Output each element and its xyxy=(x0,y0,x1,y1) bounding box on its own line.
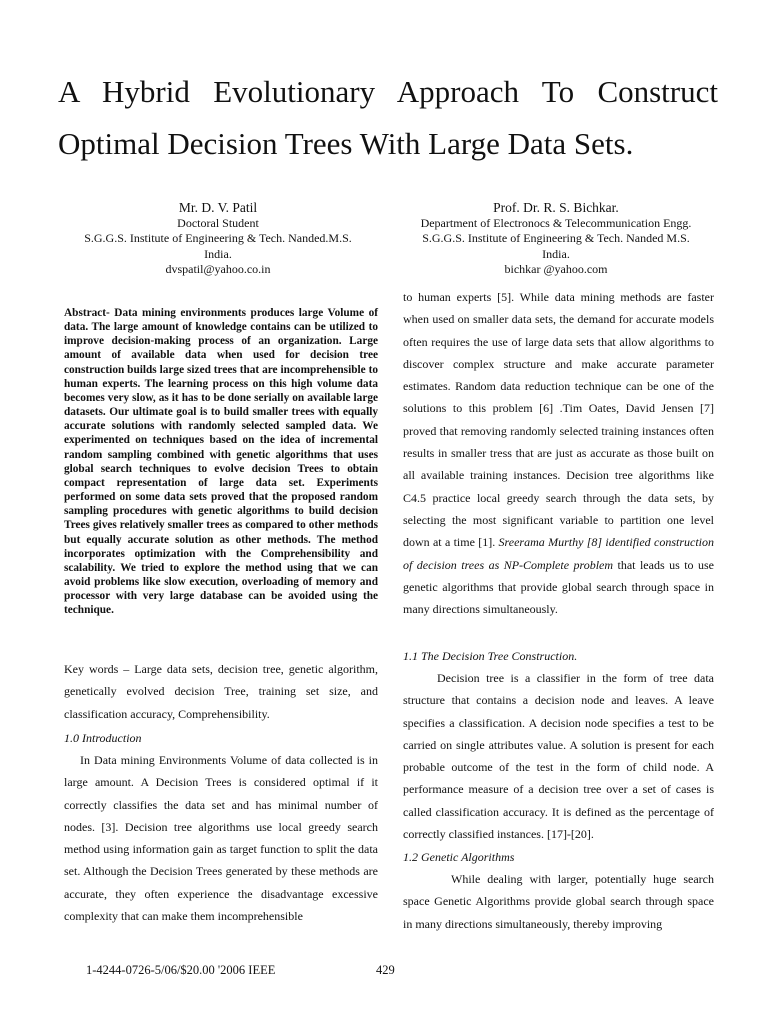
decision-tree-paragraph: Decision tree is a classifier in the form of tree data structure that contains a decision node and leaves. A leave specifies a classification. A decision node specifies a test to be carried on single attributes value. A solution is present for each probable outcome of the test in the form of child node. A performance measure of a decision tree over a set of cases is called classification accuracy. It is defined as the percentage of correctly classified instances. [17]-[20]. xyxy=(403,671,714,842)
section-heading-genetic-algorithms: 1.2 Genetic Algorithms xyxy=(403,850,515,864)
author-block-1 xyxy=(60,200,376,278)
right-paragraph-1 xyxy=(403,286,714,620)
paper-title xyxy=(58,66,718,170)
paragraph-text: to human experts [5]. While data mining methods are faster when used on smaller data sets, the demand for accurate models often requires the use of large data sets that allow algorithms to discover complex structure and make accurate parameter estimates. Random data reduction technique can be one of the solutions to this problem [6] .Tim Oates, David Jensen [7] proved that removing randomly selected training instances often results in smaller tress that are just as accurate as those built on all available training instances. Decision tree algorithms like C4.5 practice local greedy search through the data sets, by selecting the most significant variable to partition one level down at a time [1]. xyxy=(403,290,714,550)
paragraph-text: that leads us to use genetic algorithms that provide global search through space in many directions simultaneously. xyxy=(403,557,714,617)
author-affiliation: S.G.G.S. Institute of Engineering & Tech. Nanded M.S. xyxy=(422,231,690,245)
author-name: Mr. D. V. Patil xyxy=(178,200,258,215)
author-email: dvspatil@yahoo.co.in xyxy=(165,262,271,276)
author-role: Department of Electronocs & Telecommunication Engg. xyxy=(420,215,692,230)
author-country: India. xyxy=(542,246,570,261)
author-affiliation: S.G.G.S. Institute of Engineering & Tech. Nanded.M.S. xyxy=(84,231,352,245)
author-block-2 xyxy=(396,200,716,278)
author-country: India. xyxy=(204,246,232,261)
keywords: Key words – Large data sets, decision tree, genetic algorithm, genetically evolved decision Tree, training set size, and classification accuracy, Comprehensibility. xyxy=(64,662,378,721)
author-email: bichkar @yahoo.com xyxy=(504,262,608,276)
copyright-notice: 1-4244-0726-5/06/$20.00 '2006 IEEE xyxy=(86,963,276,977)
abstract: Abstract- Data mining environments produces large Volume of data. The large amount of knowledge contains can be utilized to improve decision-making process of an organization. Large amount of available data when used for decision tree construction builds large sized trees that are incomprehensible to human experts. The learning process on this high volume data becomes very slow, as it has to be done serially on available large datasets. Our ultimate goal is to build smaller trees with equally accurate solutions with randomly selected sampled data. We experimented on techniques based on the idea of incremental random sampling combined with genetic algorithms that uses global search techniques to evolve decision Trees to obtain compact representation of large data set. Experiments performed on some data sets proved that the proposed random sampling procedures with genetic algorithms to build decision Trees gives relatively smaller trees as compared to other methods but equally accurate solution as other methods. The method incorporates optimization with the Comprehensibility and scalability. We tried to explore the method using that we can avoid problems like slow execution, overloading of memory and processor with very large database can be avoided using the technique. xyxy=(64,307,378,617)
section-heading-introduction: 1.0 Introduction xyxy=(64,731,142,745)
genetic-algorithms-paragraph: While dealing with larger, potentially huge search space Genetic Algorithms provide global search through space in many directions simultaneously, thereby improving xyxy=(403,872,714,931)
section-heading-decision-tree: 1.1 The Decision Tree Construction. xyxy=(403,649,578,663)
page-number: 429 xyxy=(376,963,395,977)
title-line-1: A Hybrid Evolutionary Approach To Construct xyxy=(58,74,718,109)
citation-italic: Sreerama Murthy [8] identified construction of decision trees as NP-Complete problem xyxy=(403,535,714,572)
introduction-paragraph: In Data mining Environments Volume of data collected is in large amount. A Decision Trees is considered optimal if it correctly classifies the data set and has minimal number of nodes. [3]. Decision tree algorithms use local greedy search method using information gain as target function to split the data set. Although the Decision Trees generated by these methods are accurate, they often experience the disadvantage excessive complexity that can make them incomprehensible xyxy=(64,753,378,924)
author-role: Doctoral Student xyxy=(177,215,259,230)
author-name: Prof. Dr. R. S. Bichkar. xyxy=(493,200,619,215)
title-line-2: Optimal Decision Trees With Large Data Sets. xyxy=(58,126,634,161)
